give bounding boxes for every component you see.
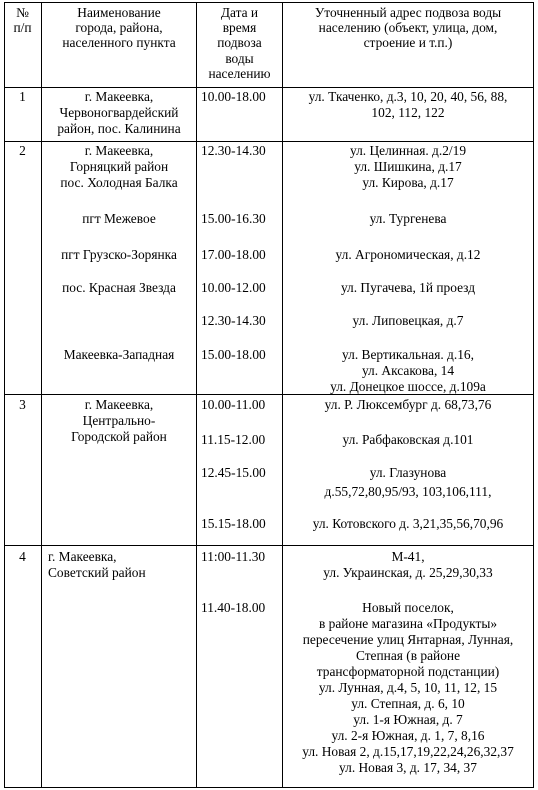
row-2-address [283,143,533,191]
row-3-address: ул. Р. Люксембург д. 68,73,76 [324,397,492,412]
row-4-place [48,549,146,581]
row-3-place [42,397,196,445]
row-2-num: 2 [19,143,26,158]
row-1-place [42,89,196,137]
header-time-line: Дата и [220,5,259,20]
header-place [42,5,196,51]
row-2-place [42,143,196,191]
row-2-place-zapadnaya: Макеевка-Западная [63,347,175,362]
row-2-time: 15.00-18.00 [201,347,266,362]
address-line: ул. 1-я Южная, д. 7 [353,712,463,727]
address-line: ул. Новая 3, д. 17, 34, 37 [339,760,477,775]
address-line: ул. Ткаченко, д.3, 10, 20, 40, 56, 88, [308,89,508,104]
row-1-num: 1 [19,89,26,104]
row-4-time: 11:00-11.30 [201,549,266,564]
row-2-place-gruzsko: пгт Грузско-Зорянка [61,247,177,262]
address-line: в районе магазина «Продукты» [318,616,498,631]
place-line: Центрально- [82,413,156,428]
header-time-line: воды [225,50,254,66]
row-3-time: 15.15-18.00 [201,516,266,531]
water-delivery-table [4,2,534,788]
header-time-line: населению [208,65,271,81]
row-2-time: 12.30-14.30 [201,143,266,158]
row-2-address: ул. Агрономическая, д.12 [335,247,481,262]
place-line: г. Макеевка, [84,397,154,412]
address-line: Новый поселок, [362,600,454,615]
header-address [283,5,533,51]
header-num-line: № [16,5,29,20]
place-line: Городской район [71,429,167,444]
address-line: ул. Аксакова, 14 [361,363,455,378]
address-line: 102, 112, 122 [371,105,445,120]
row-2-address: ул. Пугачева, 1й проезд [340,280,476,295]
header-place-line: населенного пункта [62,35,176,51]
row-3-num: 3 [19,397,26,412]
row-2-address [283,347,533,395]
table-rule [4,545,534,546]
row-3-address: ул. Котовского д. 3,21,35,56,70,96 [312,516,504,531]
row-2-place-krasnaya: пос. Красная Звезда [62,280,176,295]
address-line: ул. Глазунова [369,465,447,480]
address-line: ул. Шишкина, д.17 [354,159,462,174]
header-num [4,5,41,35]
place-line: Червоногвардейский [59,105,179,120]
row-2-time: 12.30-14.30 [201,313,266,328]
address-line: ул. 2-я Южная, д. 1, 7, 8,16 [331,728,485,743]
address-line: М-41, [391,549,425,564]
address-line: ул. Кирова, д.17 [362,175,454,190]
table-rule [4,141,534,142]
row-3-time: 11.15-12.00 [201,432,266,447]
row-2-address: ул. Тургенева [369,211,447,226]
table-rule [4,2,534,3]
header-address-line: Уточненный адрес подвоза воды [314,5,502,20]
place-line: район, пос. Калинина [57,121,181,136]
row-1-time: 10.00-18.00 [201,89,266,104]
address-line: ул. Украинская, д. 25,29,30,33 [323,565,493,580]
row-2-address: ул. Липовецкая, д.7 [352,313,464,328]
place-line: г. Макеевка, [84,143,154,158]
header-time-line: время [222,20,257,36]
row-4-address [283,600,533,776]
address-line: д.55,72,80,95/93, 103,106,111, [324,484,492,499]
row-2-place-mezhevoe: пгт Межевое [82,211,156,226]
header-place-line: города, района, [75,20,163,36]
header-address-line: населению (объект, улица, дом, [318,20,498,36]
table-rule [533,2,534,788]
table-rule [196,2,197,788]
address-line: ул. Донецкое шоссе, д.109а [330,379,486,394]
header-num-line: п/п [13,20,32,36]
row-3-address [283,465,533,500]
row-3-time: 12.45-15.00 [201,465,266,480]
header-address-line: строение и т.п.) [363,35,453,51]
address-line: пересечение улиц Янтарная, Лунная, [302,632,514,647]
table-rule [4,87,534,88]
header-time [197,5,282,81]
row-2-time: 15.00-16.30 [201,211,266,226]
row-2-time: 10.00-12.00 [201,280,266,295]
place-line: г. Макеевка, [48,549,117,564]
header-time-line: подвоза [217,35,262,51]
table-rule [4,787,534,788]
place-line: Советский район [48,565,146,580]
row-3-time: 10.00-11.00 [201,397,266,412]
address-line: ул. Новая 2, д.15,17,19,22,24,26,32,37 [302,744,514,759]
address-line: ул. Степная, д. 6, 10 [351,696,465,711]
row-4-num: 4 [19,549,26,564]
row-4-time: 11.40-18.00 [201,600,266,615]
row-4-address [283,549,533,581]
row-1-address [283,89,533,121]
place-line: г. Макеевка, [84,89,154,104]
place-line: пос. Холодная Балка [60,175,178,190]
address-line: ул. Целинная. д.2/19 [349,143,467,158]
row-2-time: 17.00-18.00 [201,247,266,262]
address-line: Степная (в районе [355,648,461,663]
address-line: ул. Лунная, д.4, 5, 10, 11, 12, 15 [318,680,498,695]
address-line: ул. Вертикальная. д.16, [342,347,474,362]
address-line: трансформаторной подстанции) [316,664,500,679]
table-rule [4,2,5,788]
row-3-address: ул. Рабфаковская д.101 [342,432,474,447]
header-place-line: Наименование [77,5,161,20]
place-line: Горняцкий район [69,159,169,174]
